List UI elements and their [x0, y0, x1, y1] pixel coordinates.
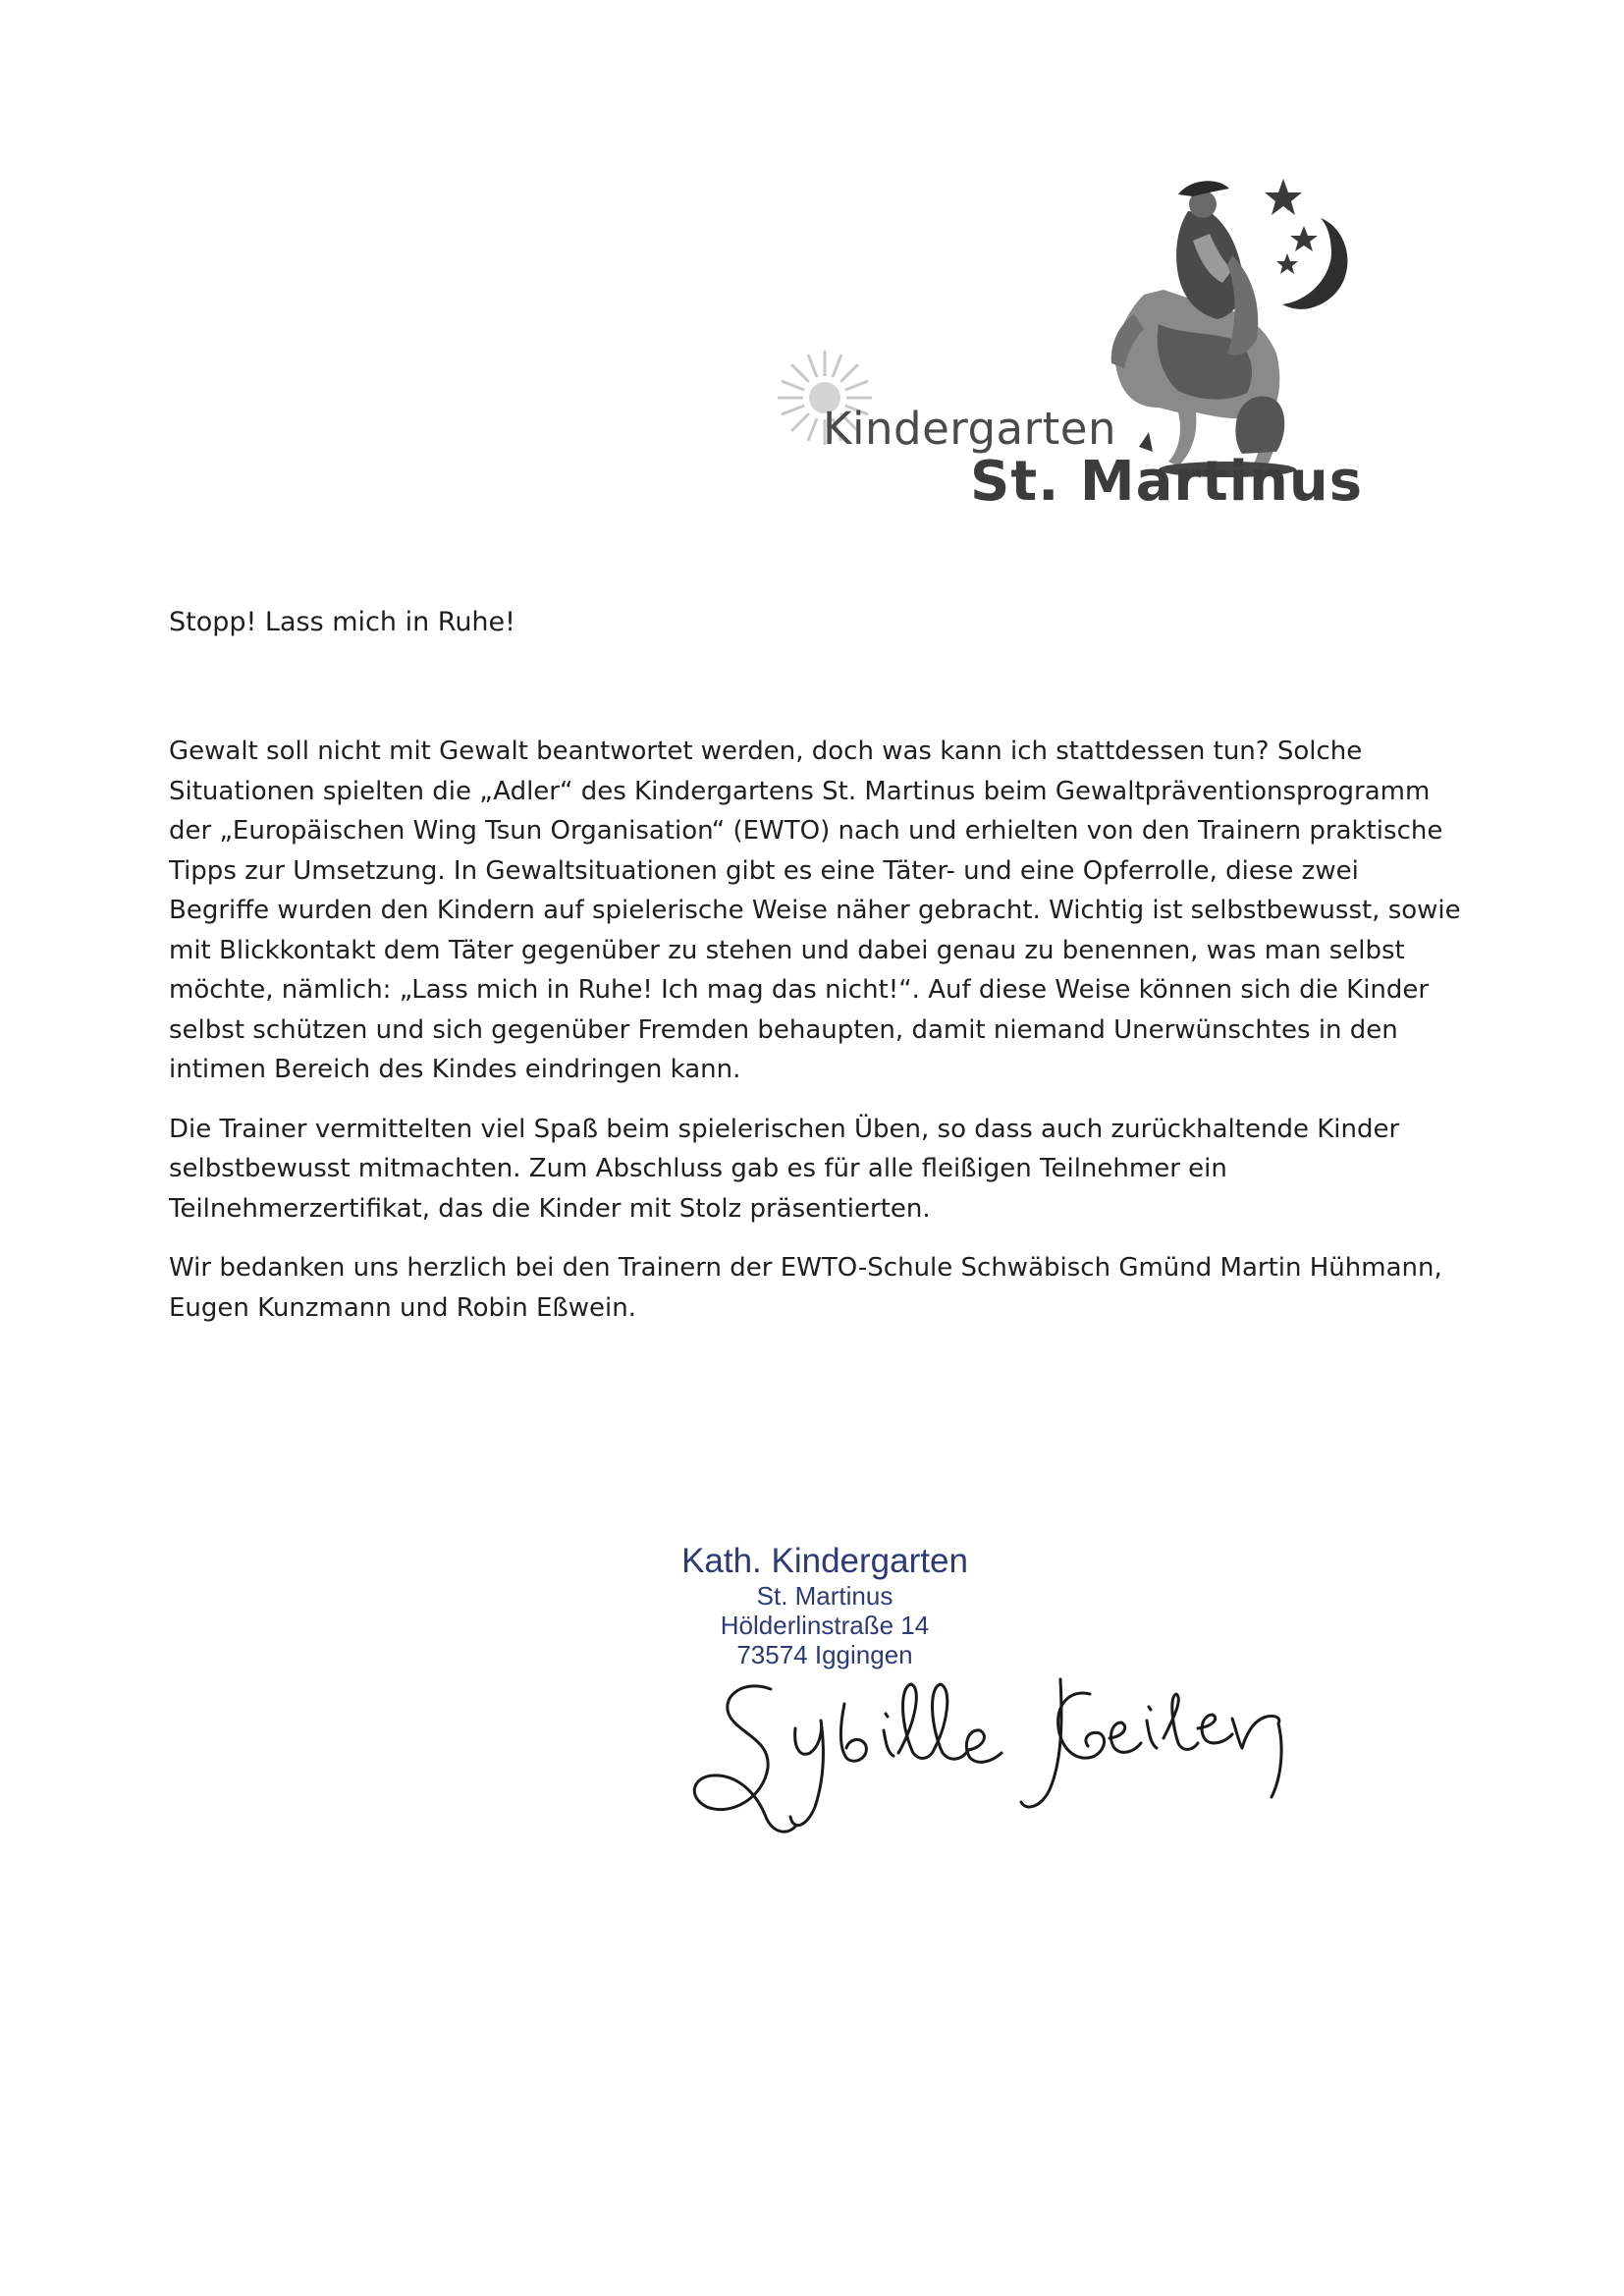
paragraph-2: [169, 1110, 1445, 1230]
kindergarten-logo: [746, 167, 1364, 530]
text-line: selbst schützen und sich gegenüber Fremden behaupten, damit niemand Unerwünschtes in den: [169, 1014, 1398, 1045]
text-line: Situationen spielten die „Adler“ des Kindergartens St. Martinus beim Gewaltpräventionsprogramm: [169, 776, 1431, 806]
text-line: möchte, nämlich: „Lass mich in Ruhe! Ich mag das nicht!“. Auf diese Weise können sich die Kinder: [169, 975, 1430, 1005]
text-line: Gewalt soll nicht mit Gewalt beantwortet werden, doch was kann ich stattdessen tun? Solche: [169, 737, 1363, 766]
stamp-line-organization: Kath. Kindergarten: [681, 1542, 968, 1580]
rider-on-horse-icon: [1111, 181, 1296, 477]
handwritten-signature: [677, 1660, 1345, 1856]
logo-name-line2: St. Martinus: [970, 450, 1364, 514]
text-line: Die Trainer vermittelten viel Spaß beim spielerischen Üben, so dass auch zurückhaltende Kinder: [169, 1114, 1400, 1144]
paragraph-1: [169, 732, 1461, 1090]
text-line: selbstbewusst mitmachten. Zum Abschluss gab es für alle fleißigen Teilnehmer ein: [169, 1154, 1227, 1183]
text-line: mit Blickkontakt dem Täter gegenüber zu stehen und dabei genau zu benennen, was man selbst: [169, 935, 1405, 965]
stamp-line-street: Hölderlinstraße 14: [720, 1611, 930, 1640]
address-stamp: [648, 1542, 1001, 1669]
star-icon: [1265, 179, 1302, 215]
text-line: der „Europäischen Wing Tsun Organisation“ (EWTO) nach und erhielten von den Trainern praktische: [169, 816, 1443, 846]
text-line: Begriffe wurden den Kindern auf spielerische Weise näher gebracht. Wichtig ist selbstbewusst, sowie: [169, 896, 1461, 925]
text-line: Wir bedanken uns herzlich bei den Trainern der EWTO-Schule Schwäbisch Gmünd Martin Hühmann,: [169, 1253, 1442, 1283]
text-line: intimen Bereich des Kindes eindringen kann.: [169, 1055, 741, 1084]
star-icon: [1276, 253, 1298, 274]
text-line: Eugen Kunzmann und Robin Eßwein.: [169, 1292, 637, 1323]
logo-name-line1: Kindergarten: [823, 403, 1116, 455]
star-icon: [1290, 226, 1318, 251]
letter-heading: Stopp! Lass mich in Ruhe!: [169, 607, 515, 637]
stamp-line-name: St. Martinus: [756, 1581, 893, 1611]
letter-body: [169, 732, 1461, 1347]
text-line: Tipps zur Umsetzung. In Gewaltsituationen gibt es eine Täter- und eine Opferrolle, diese zwei: [169, 855, 1359, 886]
stamp-line-city: 73574 Iggingen: [736, 1640, 913, 1669]
text-line: Teilnehmerzertifikat, das die Kinder mit Stolz präsentierten.: [169, 1193, 931, 1224]
paragraph-3: [169, 1248, 1445, 1328]
